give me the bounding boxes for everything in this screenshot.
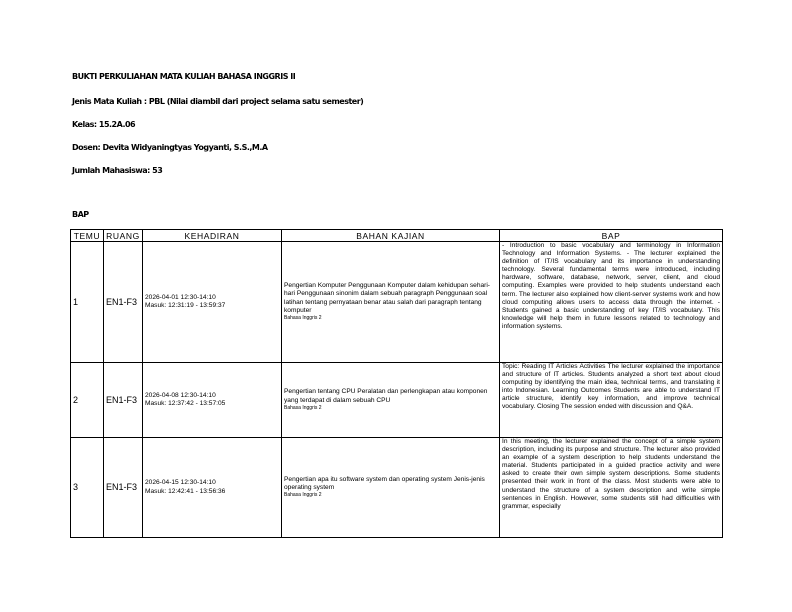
ruang-cell: EN1-F3 <box>104 242 143 363</box>
course-name: Bahasa Inggris 2 <box>284 492 322 499</box>
bahan-kajian-cell <box>282 242 500 363</box>
kehadiran-cell <box>143 438 282 538</box>
bap-cell <box>500 438 723 538</box>
attendance-time: Masuk: 12:37:42 - 13:57:05 <box>145 400 226 407</box>
bahan-kajian-text: Pengertian apa itu software system dan operating system Jenis-jenis operating system <box>284 475 485 491</box>
attendance-time: Masuk: 12:42:41 - 13:56:36 <box>145 487 226 495</box>
bap-text: In this meeting, the lecturer explained the concept of a simple system description, including its purpose and structure. The lecturer also provided an example of a system description to help students understand the material. Students participated in a guided practice activity and were asked to create their own simple system descriptions. Some students presented their work in front of the class. Most students were able to understand the structure of a system description and write simple sentences in English. However, some students still had difficulties with grammar, especially <box>502 438 720 510</box>
table-row <box>71 363 723 438</box>
bap-table <box>70 229 723 538</box>
bahan-kajian-text: Pengertian tentang CPU Peralatan dan perlengkapan atau komponen yang terdapat di dalam sebuah CPU <box>284 388 488 404</box>
class-info: Kelas: 15.2A.06 <box>72 120 136 129</box>
course-type: Jenis Mata Kuliah : PBL (Nilai diambil dari project selama satu semester) <box>72 97 364 106</box>
ruang-cell: EN1-F3 <box>104 438 143 538</box>
course-name: Bahasa Inggris 2 <box>284 314 322 321</box>
lecturer-info: Dosen: Devita Widyaningtyas Yogyanti, S.S.,M.A <box>72 143 268 152</box>
col-ruang: RUANG <box>104 230 143 242</box>
table-header-row <box>71 230 723 242</box>
temu-cell: 3 <box>71 438 104 538</box>
kehadiran-cell <box>143 363 282 438</box>
col-bap: BAP <box>500 230 723 242</box>
table-row <box>71 438 723 538</box>
bap-cell: Topic: Reading IT Articles Activities The lecturer explained the importance and structure of IT articles. Students analyzed a short text about cloud computing by identifying the main idea, technical terms, and translating it into Indonesian. Learning Outcomes Students are able to understand IT article structure, identify key information, and improve technical vocabulary. Closing The session ended with discussion and Q&A. <box>500 363 723 438</box>
document-title: BUKTI PERKULIAHAN MATA KULIAH BAHASA INGGRIS II <box>72 72 296 81</box>
bahan-kajian-text: Pengertian Komputer Penggunaan Komputer dalam kehidupan sehari-hari Penggunaan sinonim dalam sebuah paragraph Penggunaan soal latihan tentang pernyataan benar atau salah dari paragraph tentang komputer <box>284 282 491 314</box>
temu-cell: 1 <box>71 242 104 363</box>
ruang-cell: EN1-F3 <box>104 363 143 438</box>
schedule-time: 2026-04-01 12:30-14:10 <box>145 293 216 301</box>
kehadiran-cell <box>143 242 282 363</box>
bap-cell: - Introduction to basic vocabulary and terminology in Information Technology and Information Systems. - The lecturer explained the definition of IT/IS vocabulary and its importance in understanding technology. Several fundamental terms were introduced, including hardware, software, database, network, server, client, and cloud computing. Examples were provided to help students understand each term. The lecturer also explained how client-server systems work and how cloud computing allows users to access data through the internet. - Students gained a basic understanding of key IT/IS vocabulary. This knowledge will help them in future lessons related to technology and information systems. <box>500 242 723 363</box>
student-count: Jumlah Mahasiswa: 53 <box>72 166 163 175</box>
col-temu: TEMU <box>71 230 104 242</box>
bahan-kajian-cell <box>282 438 500 538</box>
section-heading: BAP <box>72 210 89 219</box>
bahan-kajian-cell <box>282 363 500 438</box>
schedule-time: 2026-04-08 12:30-14:10 <box>145 391 216 399</box>
temu-cell: 2 <box>71 363 104 438</box>
table-row <box>71 242 723 363</box>
col-kehadiran: KEHADIRAN <box>143 230 282 242</box>
col-bahan-kajian: BAHAN KAJIAN <box>282 230 500 242</box>
attendance-time: Masuk: 12:31:19 - 13:59:37 <box>145 302 226 309</box>
schedule-time: 2026-04-15 12:30-14:10 <box>145 479 216 487</box>
course-name: Bahasa Inggris 2 <box>284 404 322 411</box>
